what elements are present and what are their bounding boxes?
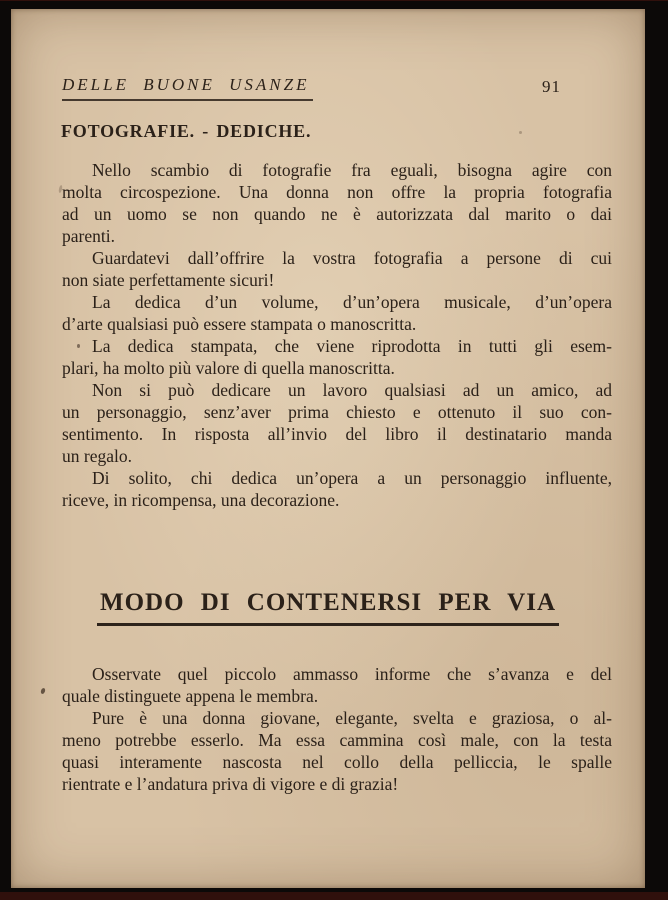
- text-line: riceve, in ricompensa, una decorazione.: [62, 490, 340, 510]
- book-page: [11, 9, 645, 888]
- paragraph: [62, 159, 612, 247]
- text-line: La dedica d’un volume, d’un’opera musicale, d’un’opera: [92, 292, 612, 312]
- text-line: Pure è una donna giovane, elegante, svelta e graziosa, o al-: [92, 708, 612, 728]
- paragraph: [62, 379, 612, 467]
- text-line: Guardatevi dall’offrire la vostra fotografia a persone di cui: [92, 248, 612, 268]
- text-line: Nello scambio di fotografie fra eguali, bisogna agire con: [92, 160, 612, 180]
- text-line: La dedica stampata, che viene riprodotta in tutti gli esem-: [92, 336, 612, 356]
- text-line: quale distinguete appena le membra.: [62, 686, 319, 706]
- section-heading-fotografie-dediche: FOTOGRAFIE. - DEDICHE.: [61, 121, 312, 141]
- paragraph: [62, 663, 612, 707]
- chapter-heading-modo-di-contenersi: MODO DI CONTENERSI PER VIA: [97, 589, 559, 626]
- section-modo-body: [62, 663, 612, 795]
- text-line: Osservate quel piccolo ammasso informe che s’avanza e del: [92, 664, 612, 684]
- ink-speck: [519, 131, 522, 134]
- chapter-heading-row: [11, 581, 645, 626]
- text-line: rientrate e l’andatura priva di vigore e di grazia!: [62, 774, 399, 794]
- section-fotografie-body: [62, 159, 612, 511]
- page-number: 91: [542, 77, 561, 96]
- paragraph: [62, 467, 612, 511]
- text-line: un regalo.: [62, 446, 132, 466]
- ink-speck: [40, 687, 46, 694]
- text-line: Di solito, chi dedica un’opera a un personaggio influente,: [92, 468, 612, 488]
- text-line: non siate perfettamente sicuri!: [62, 270, 275, 290]
- paragraph: [62, 291, 612, 335]
- text-line: quasi interamente nascosta nel collo della pelliccia, le spalle: [62, 752, 612, 772]
- ink-speck: [77, 344, 80, 348]
- text-line: Non si può dedicare un lavoro qualsiasi ad un amico, ad: [92, 380, 612, 400]
- text-line: ad un uomo se non quando ne è autorizzata dal marito o dai: [62, 204, 612, 224]
- text-line: parenti.: [62, 226, 115, 246]
- paragraph: [62, 707, 612, 795]
- text-line: meno potrebbe esserlo. Ma essa cammina così male, con la testa: [62, 730, 612, 750]
- text-line: d’arte qualsiasi può essere stampata o manoscritta.: [62, 314, 417, 334]
- text-line: un personaggio, senz’aver prima chiesto e ottenuto il suo con-: [62, 402, 612, 422]
- text-line: sentimento. In risposta all’invio del libro il destinatario manda: [62, 424, 612, 444]
- paragraph: [62, 247, 612, 291]
- running-header: DELLE BUONE USANZE: [62, 75, 313, 101]
- text-line: plari, ha molto più valore di quella manoscritta.: [62, 358, 395, 378]
- page-header: [62, 75, 623, 101]
- paragraph: [62, 335, 612, 379]
- text-line: molta circospezione. Una donna non offre la propria fotografia: [62, 182, 612, 202]
